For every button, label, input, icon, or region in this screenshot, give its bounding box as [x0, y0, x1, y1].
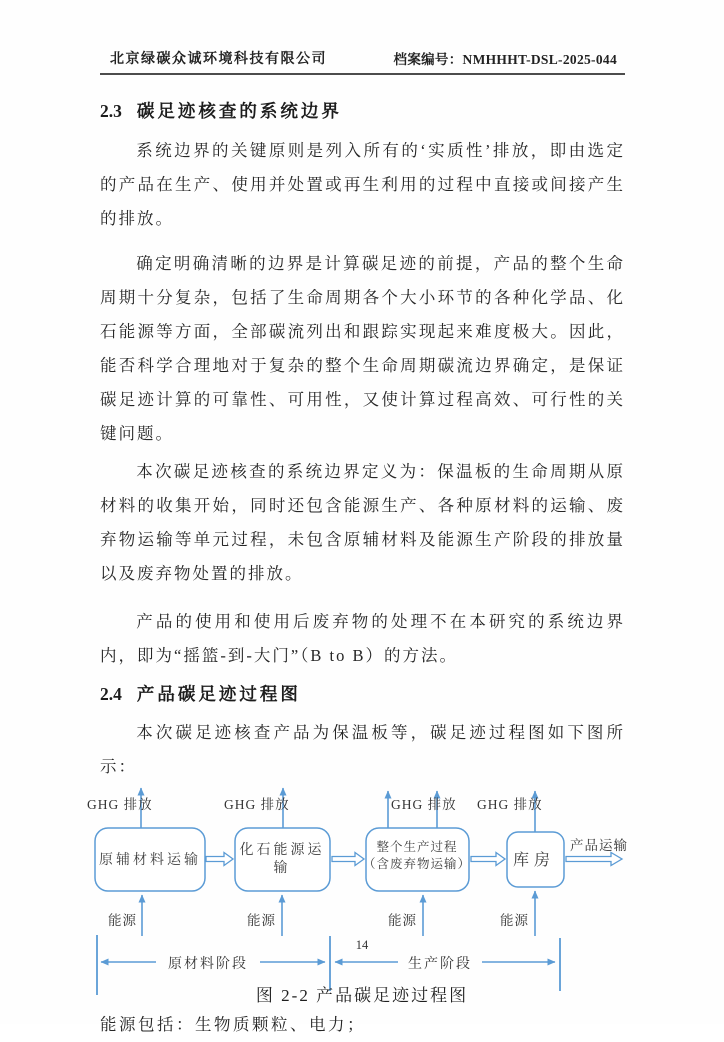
ghg-emission-label: GHG 排放	[224, 797, 290, 812]
process-box-raw-material-transport: 原辅材料运输	[99, 853, 201, 868]
section-title: 碳足迹核查的系统边界	[136, 101, 342, 121]
page-header	[100, 48, 625, 75]
section-title: 产品碳足迹过程图	[136, 684, 301, 704]
paragraph: 产品的使用和使用后废弃物的处理不在本研究的系统边界内，即为“摇篮-到-大门”（B to B）的方法。	[100, 612, 625, 665]
product-transport-label: 产品运输	[570, 838, 628, 853]
ghg-emission-label: GHG 排放	[477, 797, 543, 812]
section-number: 2.4	[100, 684, 122, 704]
energy-label: 能源	[388, 913, 417, 928]
company-name: 北京绿碳众诚环境科技有限公司	[110, 52, 327, 67]
ghg-emission-label: GHG 排放	[391, 797, 457, 812]
process-box-production-process: 整个生产过程（含废弃物运输）	[362, 840, 472, 871]
stage-raw-material-label: 原材料阶段	[168, 957, 248, 972]
process-box-warehouse: 库房	[512, 852, 556, 869]
energy-label: 能源	[247, 913, 276, 928]
paragraph: 本次碳足迹核查的系统边界定义为：保温板的生命周期从原材料的收集开始，同时还包含能源生产、各种原材料的运输、废弃物运输等单元过程，未包含原辅材料及能源生产阶段的排放量以及废弃物处置的排放。	[100, 462, 625, 583]
stage-production-label: 生产阶段	[408, 957, 472, 972]
ghg-arrows	[141, 788, 535, 832]
process-box-fossil-energy-transport: 化石能源运输	[239, 843, 325, 876]
paragraph: 系统边界的关键原则是列入所有的‘实质性’排放，即由选定的产品在生产、使用并处置或再生利用的过程中直接或间接产生的排放。	[100, 141, 625, 228]
energy-label: 能源	[500, 913, 529, 928]
paragraph: 确定明确清晰的边界是计算碳足迹的前提，产品的整个生命周期十分复杂，包括了生命周期各个大小环节的各种化学品、化石能源等方面，全部碳流列出和跟踪实现起来难度极大。因此，能否科学合理地对于复杂的整个生命周期碳流边界确定，是保证碳足迹计算的可靠性、可用性，又使计算过程高效、可行性的关键问题。	[100, 254, 625, 443]
archive-number: 档案编号：NMHHHT-DSL-2025-044	[393, 52, 617, 67]
page-number: 14	[355, 938, 369, 952]
section-heading-2-4	[100, 681, 625, 706]
section-heading-2-3	[100, 98, 625, 123]
carbon-footprint-process-figure	[87, 784, 628, 1008]
energy-arrows	[142, 891, 535, 936]
figure-caption: 图 2-2 产品碳足迹过程图	[255, 986, 469, 1005]
section-number: 2.3	[100, 101, 122, 121]
energy-note: 能源包括：生物质颗粒、电力；	[100, 1015, 366, 1034]
process-flow-diagram	[0, 782, 724, 998]
ghg-emission-label: GHG 排放	[87, 797, 153, 812]
energy-label: 能源	[108, 913, 137, 928]
paragraph: 本次碳足迹核查产品为保温板等，碳足迹过程图如下图所示：	[100, 723, 625, 776]
